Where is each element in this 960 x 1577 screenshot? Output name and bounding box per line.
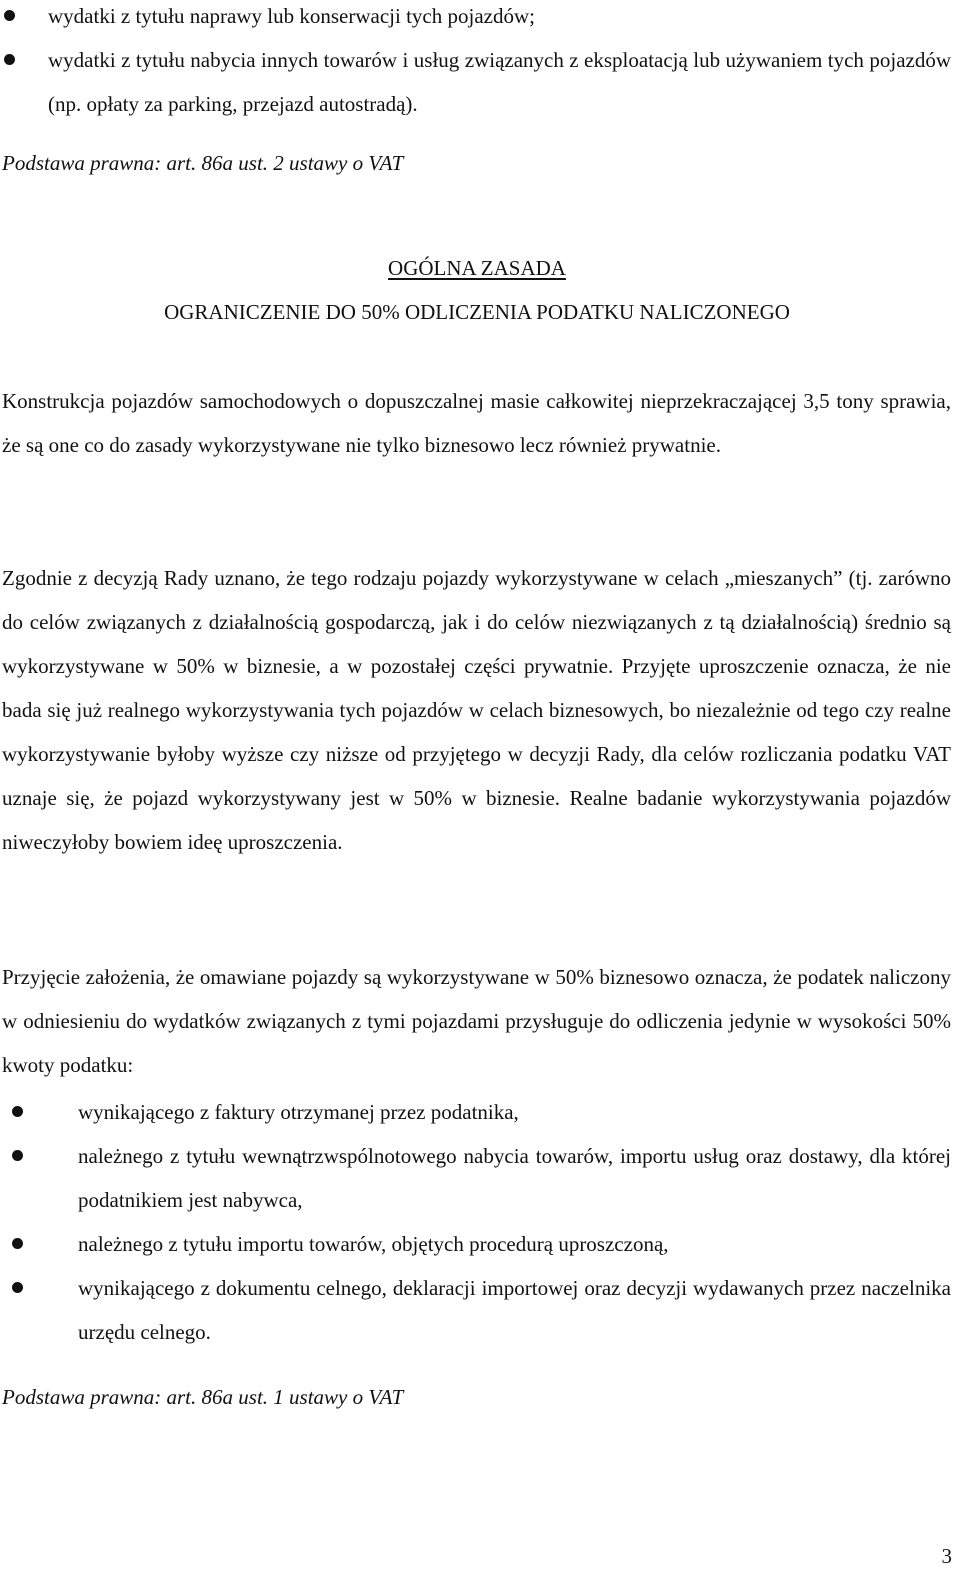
section-subtitle: OGRANICZENIE DO 50% ODLICZENIA PODATKU NALICZONEGO <box>164 300 790 324</box>
list-item <box>2 0 951 38</box>
bullet-icon <box>4 10 15 21</box>
paragraph: Zgodnie z decyzją Rady uznano, że tego rodzaju pojazdy wykorzystywane w celach „mieszanych” (tj. zarówno do celów związanych z działalnością gospodarczą, jak i do celów niezwiązanych z tą działalnością) średnio są wykorzystywane w 50% w biznesie, a w pozostałej części prywatnie. Przyjęte uproszczenie oznacza, że nie bada się już realnego wykorzystywania tych pojazdów w celach biznesowych, bo niezależnie od tego czy realne wykorzystywanie byłoby wyższe czy niższe od przyjętego w decyzji Rady, dla celów rozliczania podatku VAT uznaje się, że pojazd wykorzystywany jest w 50% w biznesie. Realne badanie wykorzystywania pojazdów niweczyłoby bowiem ideę uproszczenia. <box>2 566 951 854</box>
list-item <box>2 1090 951 1134</box>
list-item-text: wydatki z tytułu naprawy lub konserwacji tych pojazdów; <box>48 4 535 28</box>
bullet-icon <box>12 1238 23 1249</box>
expense-list-top <box>2 0 951 126</box>
legal-basis: Podstawa prawna: art. 86a ust. 1 ustawy o VAT <box>2 1385 404 1409</box>
list-item-text: wydatki z tytułu nabycia innych towarów i usług związanych z eksploatacją lub używaniem tych pojazdów (np. opłaty za parking, przejazd autostradą). <box>48 48 951 116</box>
section-title: OGÓLNA ZASADA <box>388 256 566 280</box>
bullet-icon <box>4 54 15 65</box>
list-item <box>2 1266 951 1354</box>
page-number: 3 <box>941 1544 952 1568</box>
list-item <box>2 1222 951 1266</box>
list-item <box>2 1134 951 1222</box>
list-item-text: wynikającego z faktury otrzymanej przez podatnika, <box>78 1100 519 1124</box>
paragraph: Przyjęcie założenia, że omawiane pojazdy są wykorzystywane w 50% biznesowo oznacza, że podatek naliczony w odniesieniu do wydatków związanych z tymi pojazdami przysługuje do odliczenia jedynie w wysokości 50% kwoty podatku: <box>2 965 951 1077</box>
list-item-text: wynikającego z dokumentu celnego, deklaracji importowej oraz decyzji wydawanych przez naczelnika urzędu celnego. <box>78 1276 951 1344</box>
bullet-icon <box>12 1282 23 1293</box>
deduction-list <box>2 1090 951 1354</box>
list-item-text: należnego z tytułu wewnątrzwspólnotowego nabycia towarów, importu usług oraz dostawy, dla której podatnikiem jest nabywca, <box>78 1144 951 1212</box>
list-item-text: należnego z tytułu importu towarów, objętych procedurą uproszczoną, <box>78 1232 669 1256</box>
bullet-icon <box>12 1106 23 1117</box>
list-item <box>2 38 951 126</box>
paragraph: Konstrukcja pojazdów samochodowych o dopuszczalnej masie całkowitej nieprzekraczającej 3,5 tony sprawia, że są one co do zasady wykorzystywane nie tylko biznesowo lecz również prywatnie. <box>2 389 951 457</box>
legal-basis: Podstawa prawna: art. 86a ust. 2 ustawy o VAT <box>2 151 404 175</box>
bullet-icon <box>12 1150 23 1161</box>
